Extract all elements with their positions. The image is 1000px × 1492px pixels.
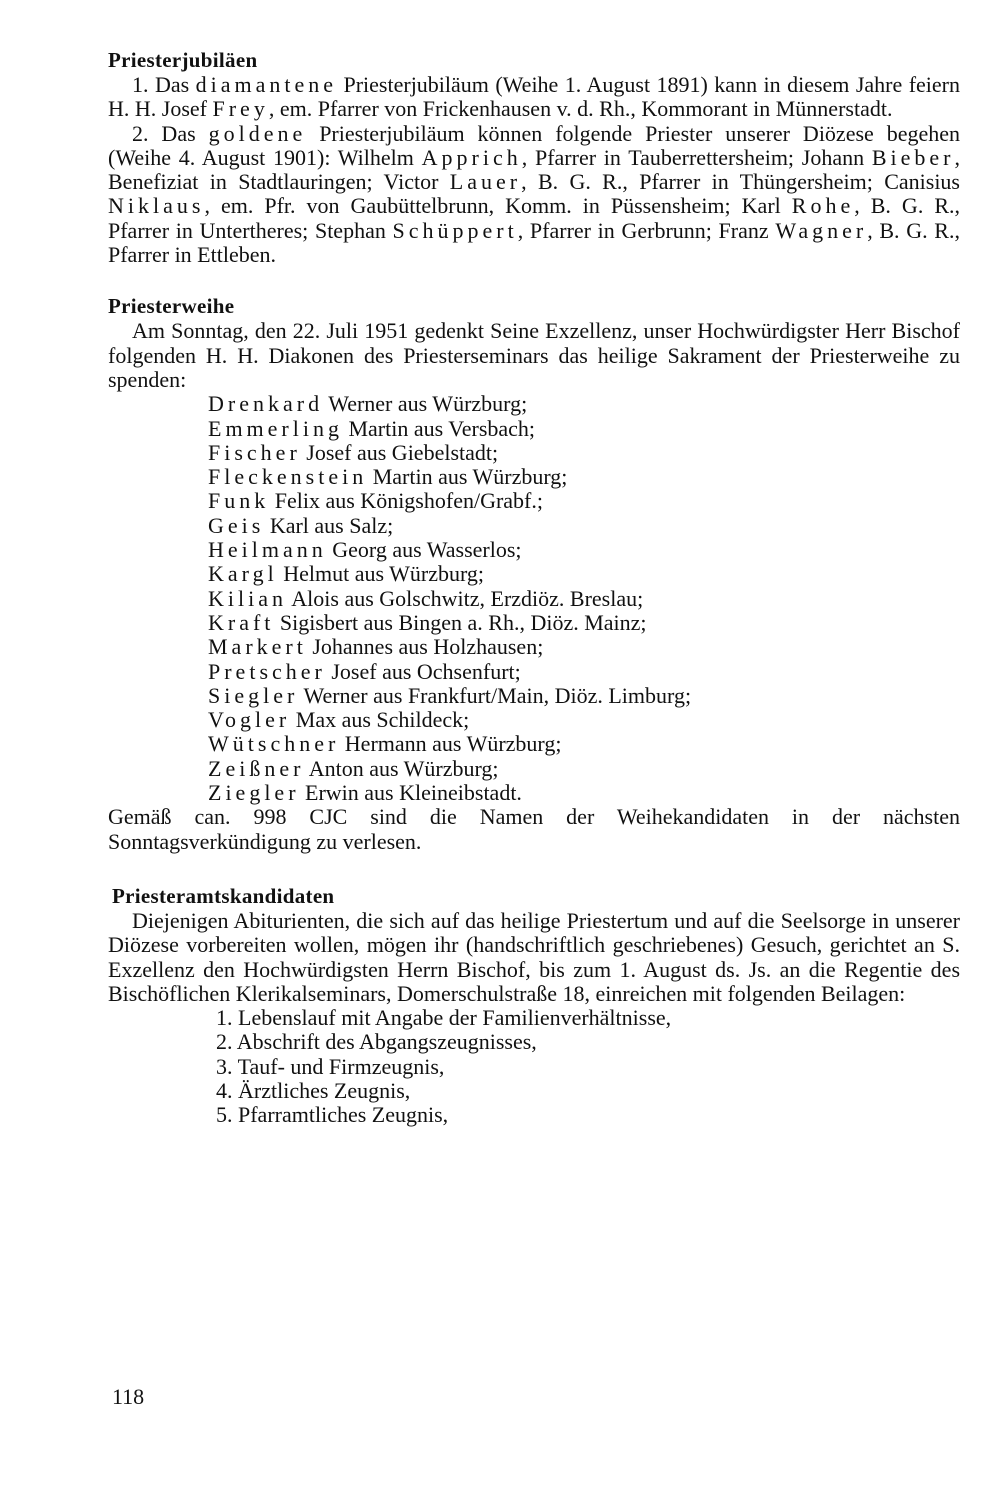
candidate-details: Martin aus Versbach;: [348, 415, 536, 441]
spaced-name: Lauer: [449, 169, 522, 195]
candidate-entry: [108, 660, 960, 684]
candidate-surname: Geis: [208, 512, 265, 538]
text-run: , B. G. R., Pfarrer in Thüngersheim; Canisius: [521, 169, 960, 195]
candidate-surname: Funk: [208, 488, 270, 514]
candidate-surname: Vogler: [208, 707, 291, 733]
enclosure-item: 2. Abschrift des Abgangszeugnisses,: [216, 1029, 537, 1055]
candidate-surname: Markert: [208, 634, 307, 660]
text-run: Priesterjubiläum können folgende Priester unserer Diözese begehen (Weihe 4. August 1901): Wilhelm: [108, 120, 961, 170]
candidates-intro: Diejenigen Abiturienten, die sich auf das heilige Priestertum und auf die Seelsorge in unserer Diözese vorbereiten wollen, mögen ihr (handschriftlich geschriebenes) Gesuch, gerichtet an S. Exzellenz den Hochwürdigsten Herrn Bischof, bis zum 1. August ds. Js. an die Regentie des Bischöflichen Klerikalseminars, Domerschulstraße 18, einreichen mit folgenden Beilagen:: [108, 907, 960, 1006]
candidate-entry: [108, 465, 960, 489]
candidate-details: Georg aus Wasserlos;: [332, 537, 522, 563]
candidate-details: Josef aus Giebelstadt;: [306, 439, 499, 465]
section-gap: [108, 267, 960, 294]
text-run: , B. G. R., Pfarrer in Untertheres; Stephan: [108, 193, 960, 243]
text-run: , em. Pfr. von Gaubüttelbrunn, Komm. in Püssensheim; Karl: [204, 193, 781, 219]
candidate-surname: Zeißner: [208, 755, 305, 781]
jubilee-paragraph-2: [108, 122, 960, 268]
spaced-name: Rohe: [791, 193, 855, 219]
candidate-surname: Drenkard: [208, 391, 324, 417]
candidate-entry: [108, 514, 960, 538]
section-heading-ordination: Priesterweihe: [108, 294, 235, 319]
text-run: , B. G. R., Pfarrer in Ettleben.: [108, 217, 960, 268]
enclosure-item: 3. Tauf- und Firmzeugnis,: [216, 1053, 445, 1079]
spaced-name: Schüppert: [392, 217, 518, 243]
candidate-entry: [108, 489, 960, 513]
candidate-entry: [108, 562, 960, 586]
candidate-entry: [108, 611, 960, 635]
text-run: , Benefiziat in Stadtlauringen; Victor: [108, 144, 960, 195]
candidate-details: Johannes aus Holzhausen;: [312, 634, 544, 660]
candidate-details: Felix aus Königshofen/Grabf.;: [274, 488, 543, 514]
candidate-surname: Kargl: [208, 561, 278, 587]
candidate-surname: Kraft: [208, 609, 275, 635]
section-gap: [108, 854, 960, 884]
page-number: 118: [112, 1384, 145, 1409]
candidate-entry: [108, 708, 960, 732]
candidate-surname: Pretscher: [208, 658, 326, 684]
candidate-entry: [108, 417, 960, 441]
spaced-name: Apprich: [421, 144, 522, 170]
candidate-details: Erwin aus Kleineibstadt.: [305, 780, 522, 806]
spaced-name: Wagner: [775, 217, 868, 243]
candidate-details: Hermann aus Würzburg;: [344, 731, 562, 757]
candidate-surname: Fischer: [208, 439, 301, 465]
candidate-details: Max aus Schildeck;: [295, 707, 470, 733]
candidate-entry: [108, 781, 960, 805]
candidate-entry: [108, 635, 960, 659]
ordination-closing: Gemäß can. 998 CJC sind die Namen der Weihekandidaten in der nächsten Sonntagsverkündigung zu verlesen.: [108, 804, 960, 854]
jubilee-paragraph-1: [108, 73, 960, 122]
text-run: , em. Pfarrer von Frickenhausen v. d. Rh., Kommorant in Münnerstadt.: [268, 96, 893, 122]
document-page: [108, 48, 960, 1128]
text-run: , Pfarrer in Gerbrunn; Franz: [517, 217, 769, 243]
candidate-details: Werner aus Frankfurt/Main, Diöz. Limburg;: [303, 682, 692, 708]
text-run: 1. Das: [132, 72, 190, 97]
candidate-surname: Heilmann: [208, 537, 327, 563]
enclosure-item: 5. Pfarramtliches Zeugnis,: [216, 1102, 449, 1128]
spaced-name: Niklaus: [108, 193, 205, 219]
spaced-word: diamantene: [195, 72, 338, 97]
spaced-name: Frey: [212, 96, 269, 122]
candidate-details: Martin aus Würzburg;: [372, 464, 568, 490]
candidate-details: Werner aus Würzburg;: [328, 391, 528, 417]
enclosure-item: 4. Ärztliches Zeugnis,: [216, 1077, 411, 1103]
ordination-intro: Am Sonntag, den 22. Juli 1951 gedenkt Seine Exzellenz, unser Hochwürdigster Herr Bischof folgenden H. H. Diakonen des Priesterseminars das heilige Sakrament der Priesterweihe zu spenden:: [108, 318, 960, 392]
spaced-name: Bieber: [871, 144, 955, 170]
candidate-surname: Ziegler: [208, 780, 300, 806]
ordination-candidate-list: [108, 392, 960, 805]
section-heading-candidates: Priesteramtskandidaten: [112, 883, 335, 908]
candidate-surname: Siegler: [208, 682, 299, 708]
candidate-details: Sigisbert aus Bingen a. Rh., Diöz. Mainz;: [279, 609, 647, 635]
candidate-details: Anton aus Würzburg;: [308, 755, 499, 781]
candidate-details: Helmut aus Würzburg;: [283, 561, 485, 587]
candidate-surname: Kilian: [208, 585, 287, 611]
text-run: Priesterjubiläum (Weihe 1. August 1891) kann in diesem Jahre feiern H. H. Josef: [108, 72, 961, 122]
candidate-entry: [108, 732, 960, 756]
candidate-entry: [108, 392, 960, 416]
section-heading-jubilee: Priesterjubiläen: [108, 48, 258, 72]
candidate-surname: Emmerling: [208, 415, 343, 441]
candidate-entry: [108, 441, 960, 465]
spaced-word: goldene: [208, 120, 307, 146]
text-run: , Pfarrer in Tauberrettersheim; Johann: [521, 144, 865, 170]
candidate-surname: Wütschner: [208, 731, 340, 757]
candidate-entry: [108, 757, 960, 781]
candidate-details: Karl aus Salz;: [269, 512, 394, 538]
candidate-entry: [108, 684, 960, 708]
candidate-details: Josef aus Ochsenfurt;: [331, 658, 521, 684]
text-run: 2. Das: [132, 120, 196, 146]
enclosures-list: [108, 1006, 960, 1127]
candidate-entry: [108, 587, 960, 611]
candidate-details: Alois aus Golschwitz, Erzdiöz. Breslau;: [291, 585, 644, 611]
enclosure-item: 1. Lebenslauf mit Angabe der Familienverhältnisse,: [216, 1005, 672, 1031]
candidate-entry: [108, 538, 960, 562]
candidate-surname: Fleckenstein: [208, 464, 368, 490]
